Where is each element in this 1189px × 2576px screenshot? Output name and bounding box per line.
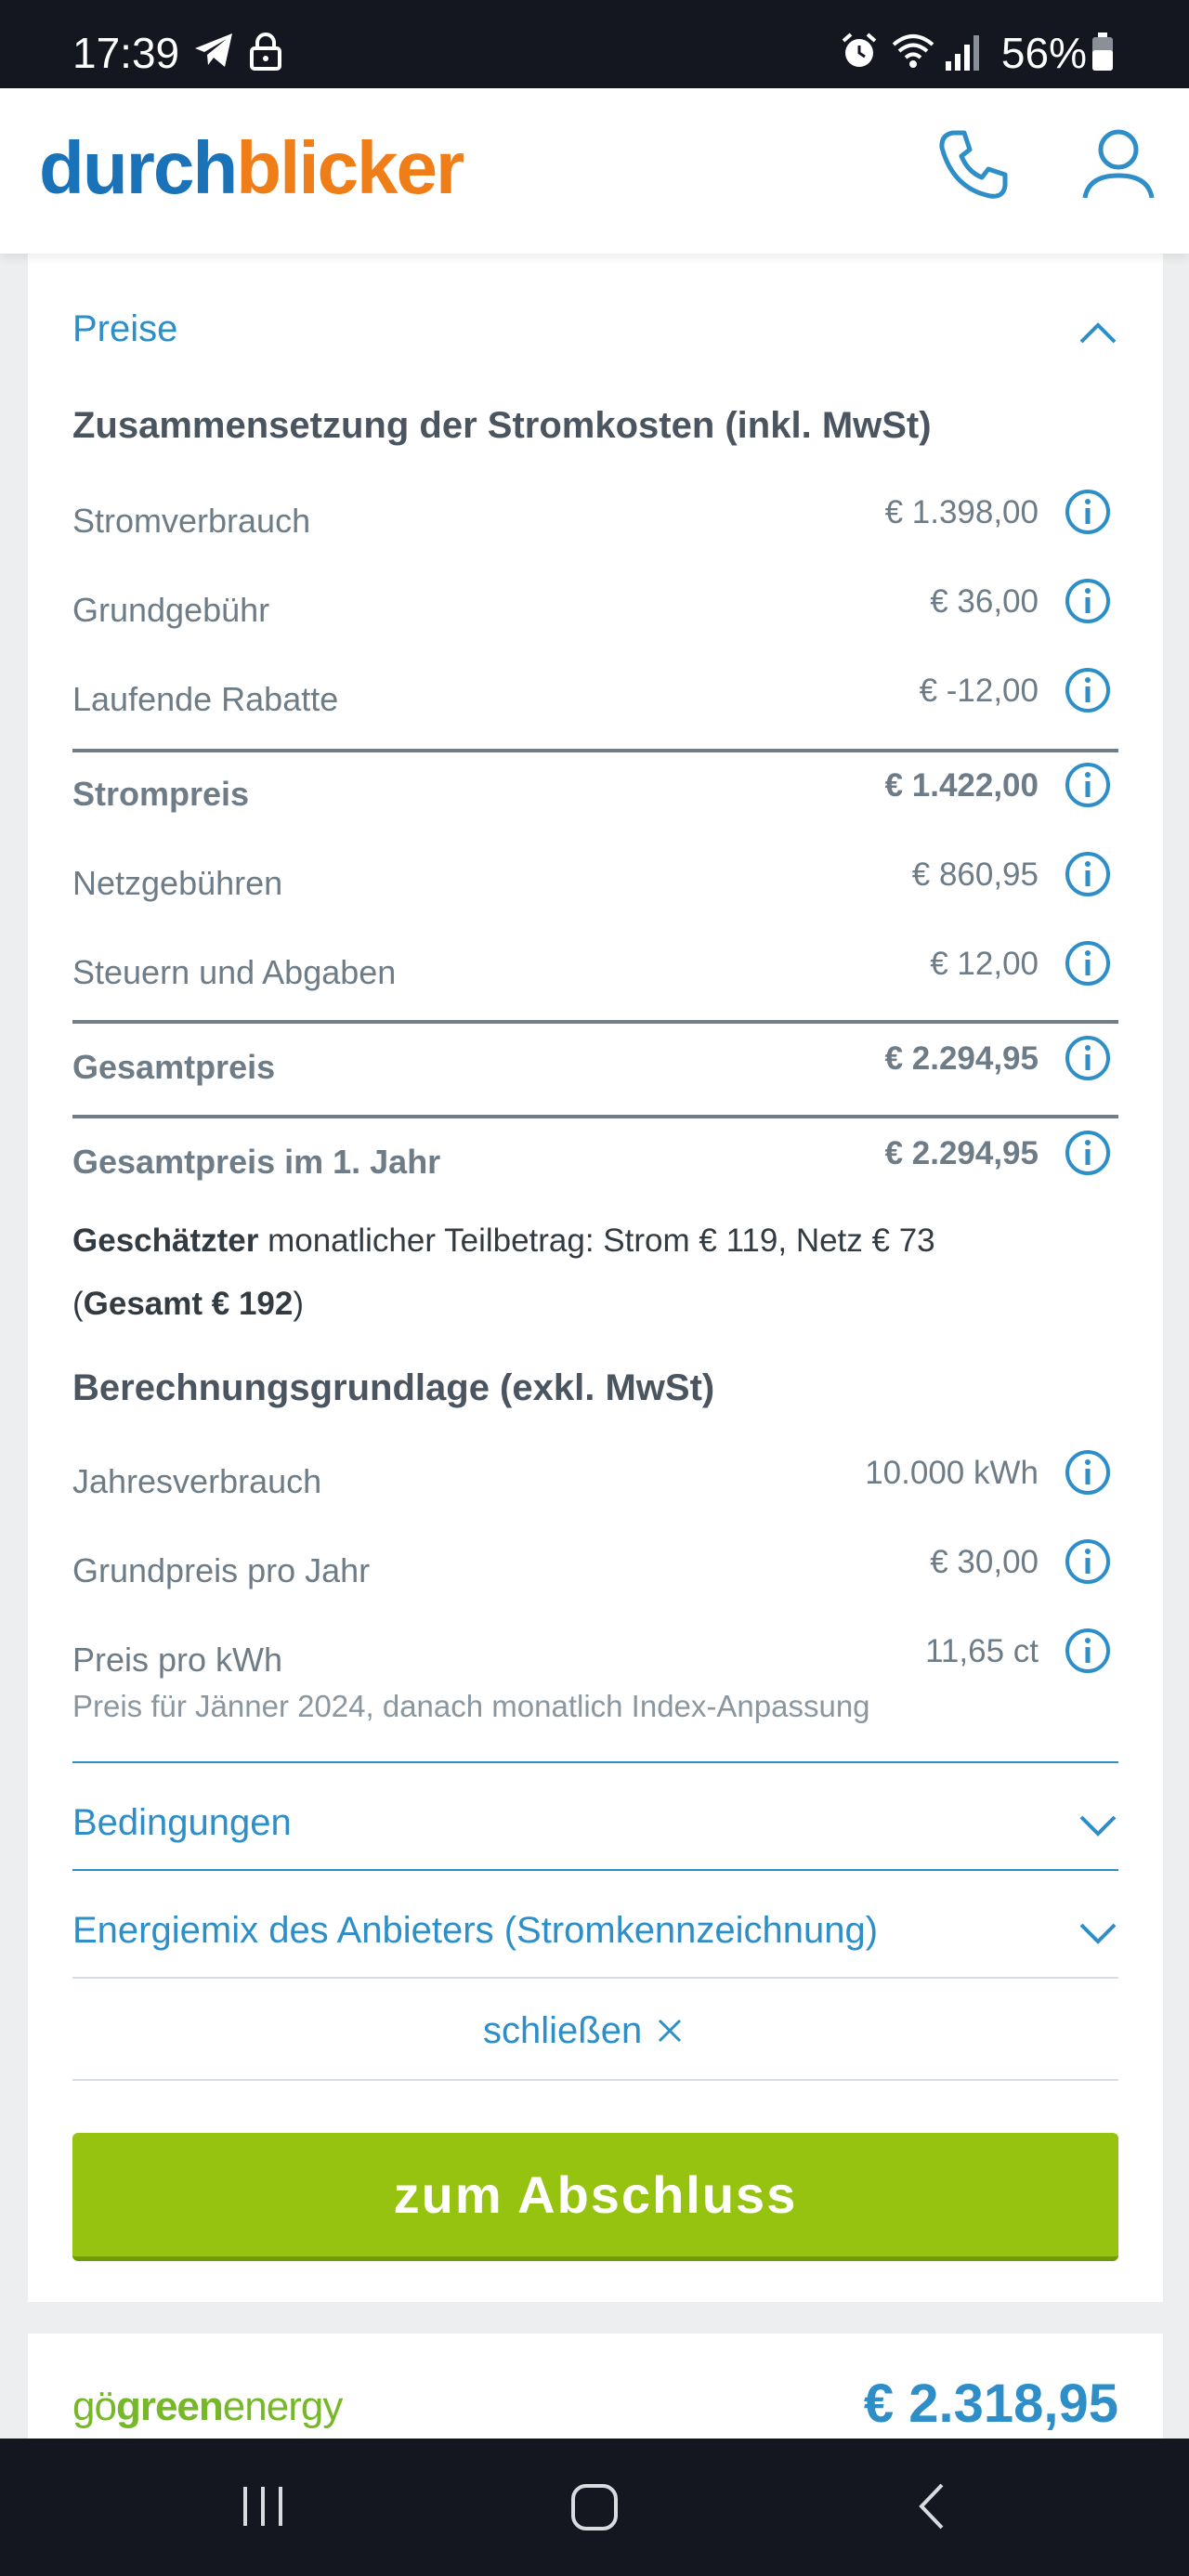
basis-row-jahresverbrauch: Jahresverbrauch 10.000 kWh: [72, 1442, 1118, 1531]
info-icon[interactable]: [1065, 940, 1111, 987]
divider: [72, 749, 1118, 752]
battery-icon: [1091, 32, 1115, 72]
section-title-preise[interactable]: Preise: [72, 308, 178, 349]
wifi-icon: [890, 32, 936, 72]
info-icon[interactable]: [1065, 1538, 1111, 1585]
battery-level: 56%: [1000, 29, 1087, 77]
basis-row-preis-pro-kwh: Preis pro kWh 11,65 ct: [72, 1620, 1118, 1709]
price-period-note: Preis für Jänner 2024, danach monatlich Index-Anpassung: [72, 1689, 870, 1723]
basis-row-grundpreis: Grundpreis pro Jahr € 30,00: [72, 1531, 1118, 1620]
price-row-gesamtpreis: Gesamtpreis € 2.294,95: [72, 1027, 1118, 1117]
status-time: 17:39: [72, 29, 180, 77]
status-bar: [0, 0, 1189, 88]
offer-price: € 2.318,95: [863, 2373, 1118, 2434]
price-row-stromverbrauch: Stromverbrauch € 1.398,00: [72, 481, 1118, 570]
zum-abschluss-button[interactable]: zum Abschluss: [72, 2133, 1118, 2261]
android-nav-bar: [0, 2439, 1189, 2576]
info-icon[interactable]: [1065, 762, 1111, 808]
close-icon: [656, 2017, 684, 2045]
price-row-gesamtpreis-1-jahr: Gesamtpreis im 1. Jahr € 2.294,95: [72, 1122, 1118, 1211]
chevron-up-icon[interactable]: [1078, 320, 1118, 347]
recent-apps-icon[interactable]: [238, 2481, 288, 2531]
info-icon[interactable]: [1065, 489, 1111, 535]
divider: [72, 2079, 1118, 2081]
lock-icon: [249, 32, 282, 71]
gogreenenergy-logo: gögreenenergy: [72, 2384, 343, 2429]
divider: [72, 1115, 1118, 1118]
home-icon[interactable]: [568, 2481, 621, 2533]
chevron-down-icon[interactable]: [1078, 1919, 1118, 1947]
accordion-bedingungen[interactable]: Bedingungen: [72, 1802, 292, 1843]
user-account-icon[interactable]: [1078, 124, 1159, 205]
info-icon[interactable]: [1065, 1035, 1111, 1081]
alarm-icon: [840, 32, 879, 71]
info-icon[interactable]: [1065, 1449, 1111, 1496]
durchblicker-logo[interactable]: durchblicker: [39, 126, 464, 209]
divider: [72, 1977, 1118, 1979]
price-row-strompreis: Strompreis € 1.422,00: [72, 754, 1118, 843]
telegram-icon: [193, 32, 236, 69]
calculation-basis-heading: Berechnungsgrundlage (exkl. MwSt): [72, 1367, 715, 1408]
price-row-rabatte: Laufende Rabatte € -12,00: [72, 660, 1118, 749]
divider: [72, 1869, 1118, 1871]
info-icon[interactable]: [1065, 578, 1111, 624]
monthly-installment-note: Geschätzter monatlicher Teilbetrag: Strom € 119, Netz € 73 (Gesamt € 192): [72, 1223, 935, 1322]
price-row-grundgebuehr: Grundgebühr € 36,00: [72, 570, 1118, 660]
info-icon[interactable]: [1065, 667, 1111, 713]
signal-icon: [944, 32, 981, 72]
info-icon[interactable]: [1065, 1628, 1111, 1674]
back-icon[interactable]: [907, 2481, 957, 2531]
divider: [72, 1761, 1118, 1763]
phone-icon[interactable]: [933, 124, 1014, 205]
accordion-energiemix[interactable]: Energiemix des Anbieters (Stromkennzeichnung): [72, 1910, 879, 1951]
divider: [72, 1020, 1118, 1024]
info-icon[interactable]: [1065, 851, 1111, 897]
info-icon[interactable]: [1065, 1130, 1111, 1176]
close-details-button[interactable]: schließen: [483, 2010, 684, 2052]
cost-composition-heading: Zusammensetzung der Stromkosten (inkl. MwSt): [72, 405, 932, 446]
chevron-down-icon[interactable]: [1078, 1811, 1118, 1839]
price-row-steuern: Steuern und Abgaben € 12,00: [72, 933, 1118, 1022]
app-header: [0, 88, 1189, 254]
price-row-netzgebuehren: Netzgebühren € 860,95: [72, 843, 1118, 933]
